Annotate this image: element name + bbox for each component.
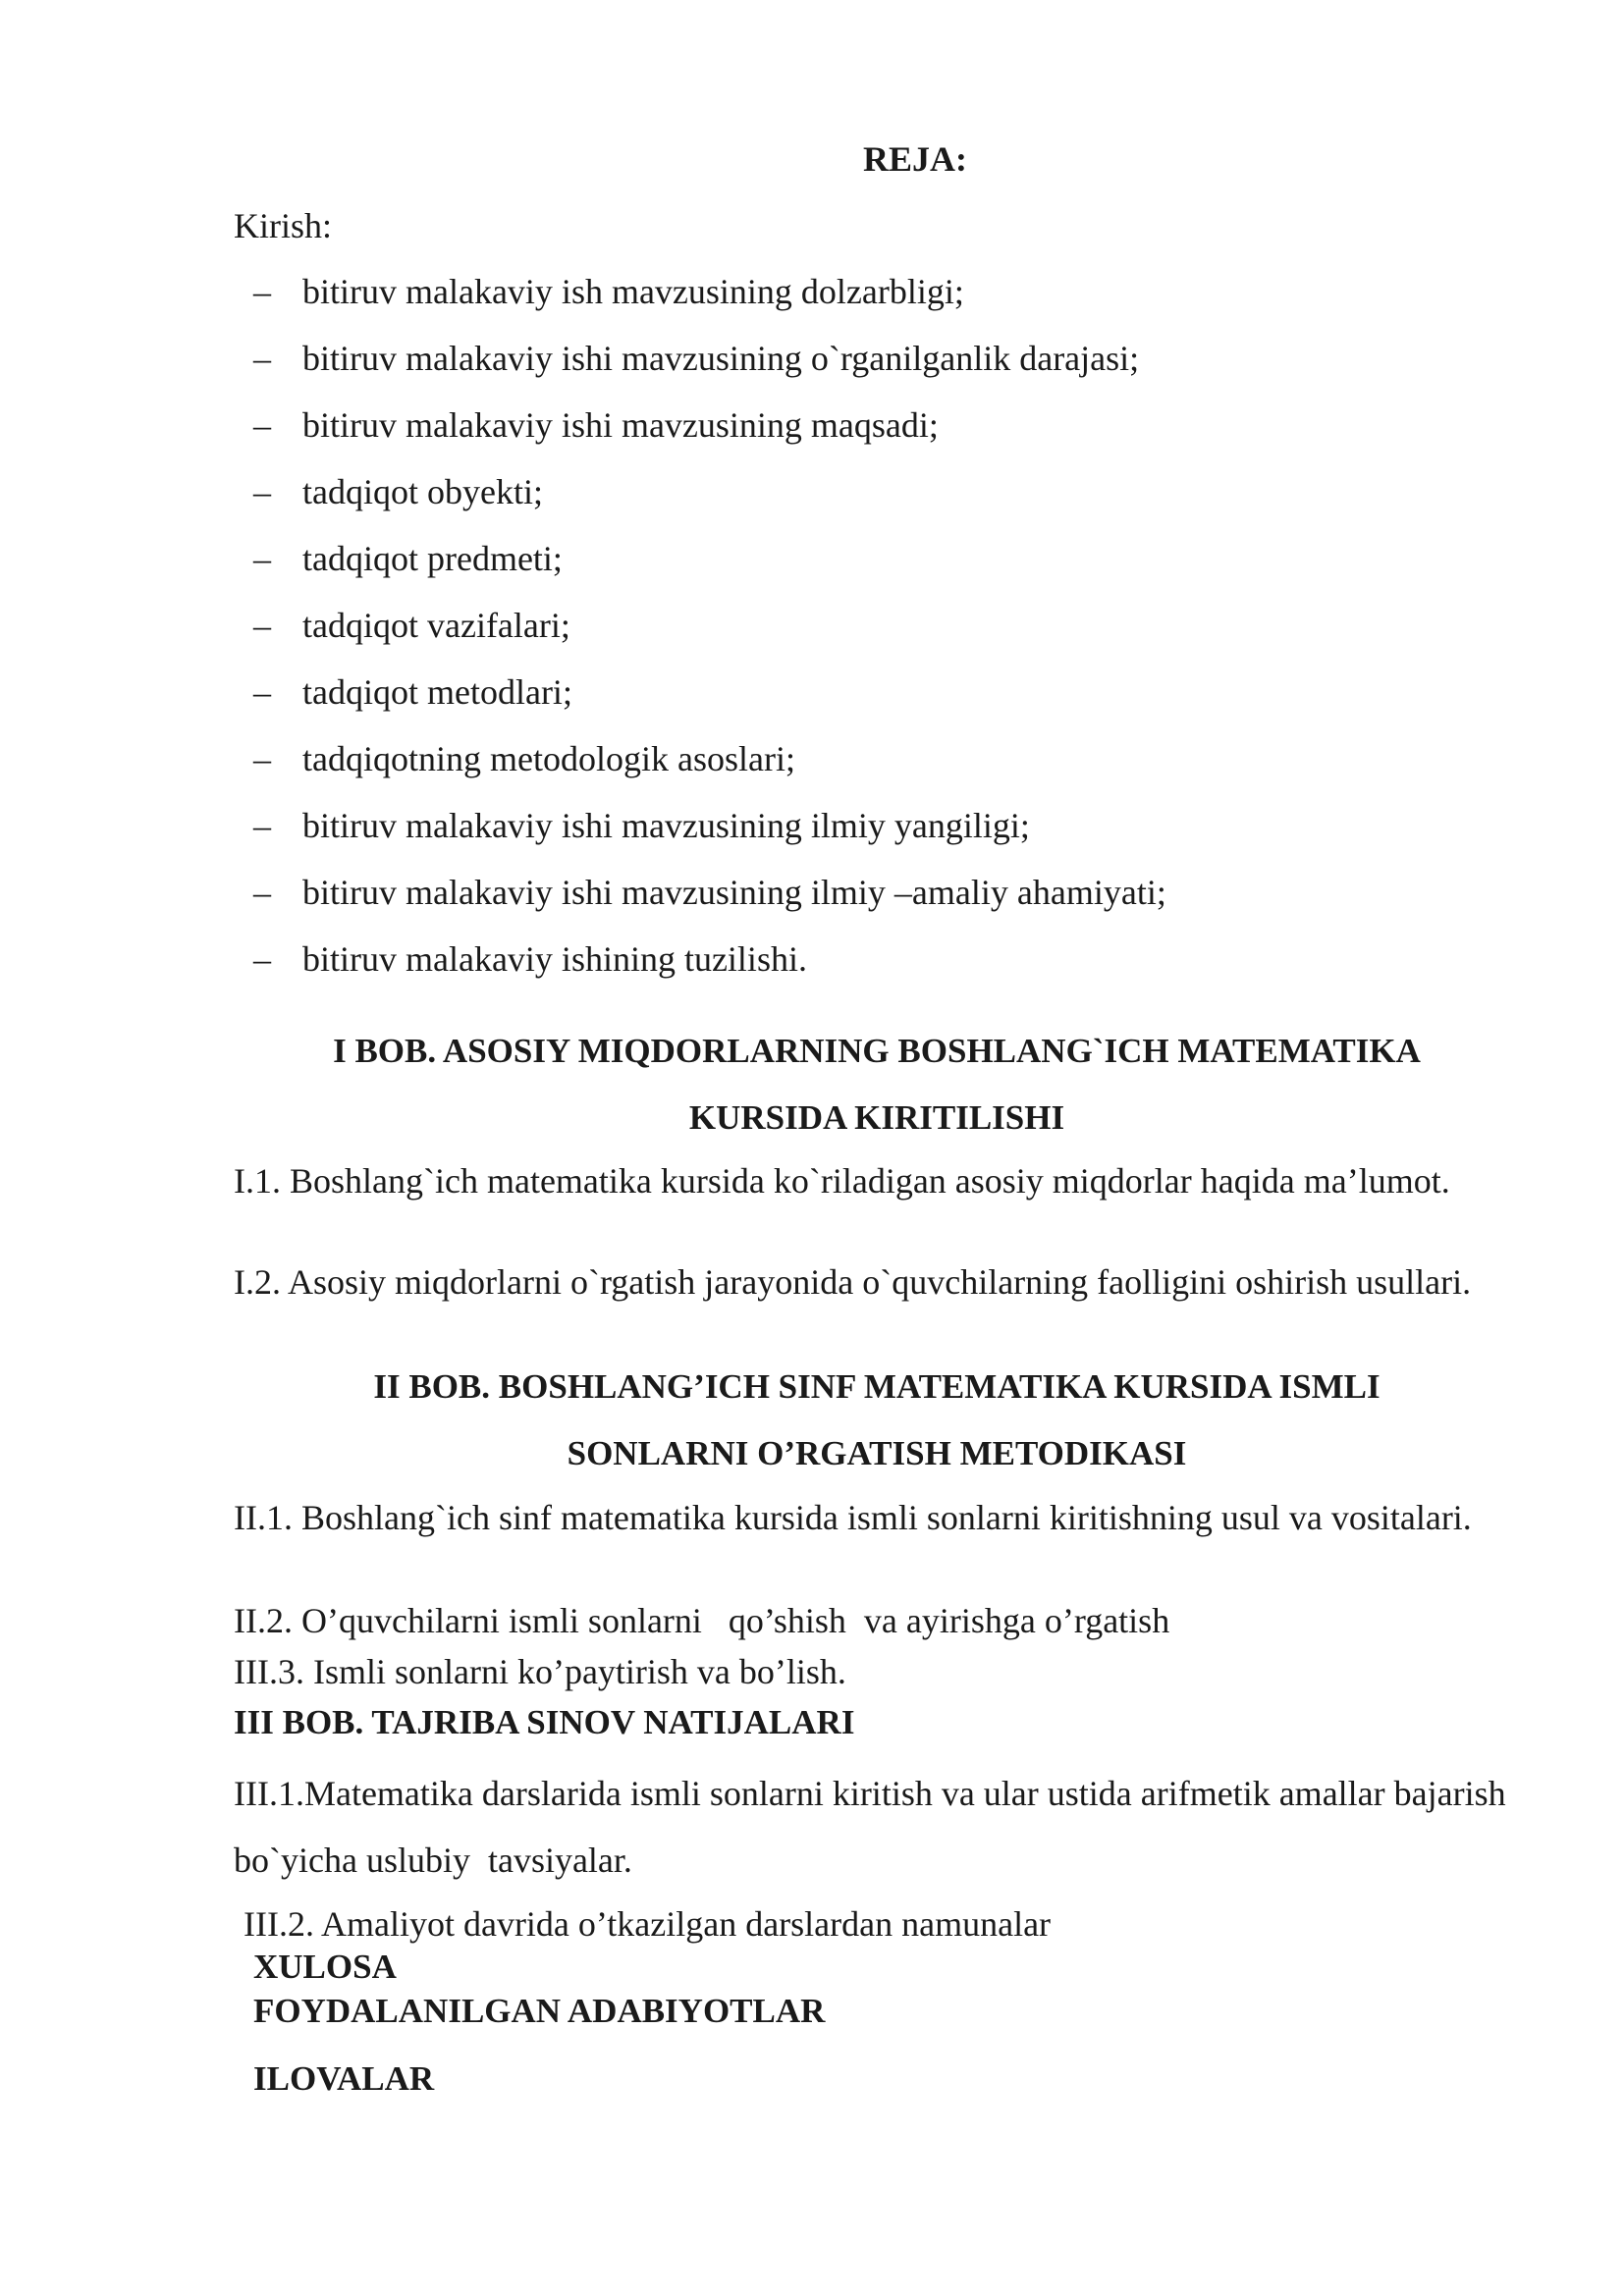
list-item [253, 404, 1166, 471]
section-2-3: III.3. Ismli sonlarni ko’paytirish va bo’lish. [234, 1652, 846, 1691]
list-item-text: bitiruv malakaviy ishi mavzusining ilmiy yangiligi; [302, 806, 1030, 845]
list-item-text: tadqiqot metodlari; [302, 672, 572, 712]
list-item-text: tadqiqot obyekti; [302, 472, 543, 511]
list-item-text: bitiruv malakaviy ish mavzusining dolzarbligi; [302, 272, 964, 311]
section-3-2: III.2. Amaliyot davrida o’tkazilgan darslardan namunalar [244, 1904, 1052, 1944]
list-item-text: tadqiqotning metodologik asoslari; [302, 739, 795, 778]
dash-marker: – [253, 606, 271, 645]
section-2-2: II.2. O’quvchilarni ismli sonlarni qo’shish va ayirishga o’rgatish [234, 1601, 1170, 1640]
chapter-3-heading: III BOB. TAJRIBA SINOV NATIJALARI [234, 1703, 855, 1741]
dash-marker: – [253, 672, 271, 712]
dash-marker: – [253, 873, 271, 912]
list-item [253, 671, 1166, 738]
dash-marker: – [253, 339, 271, 378]
chapter-1-line-2: KURSIDA KIRITILISHI [688, 1098, 1065, 1137]
list-item-text: tadqiqot vazifalari; [302, 606, 570, 645]
chapter-2-heading [234, 1354, 1520, 1487]
list-item [253, 938, 1166, 1005]
page-title: REJA: [863, 139, 967, 179]
dash-marker: – [253, 939, 271, 979]
chapter-1-line-1: I BOB. ASOSIY MIQDORLARNING BOSHLANG`ICH MATEMATIKA [333, 1032, 1421, 1070]
section-1-2: I.2. Asosiy miqdorlarni o`rgatish jarayonida o`quvchilarning faolligini oshirish usullari. [234, 1262, 1472, 1302]
dash-marker: – [253, 272, 271, 311]
list-item-text: bitiruv malakaviy ishi mavzusining o`rganilganlik darajasi; [302, 339, 1140, 378]
appendices-heading: ILOVALAR [253, 2059, 435, 2098]
list-item [253, 872, 1166, 938]
intro-heading: Kirish: [234, 206, 333, 245]
list-item [253, 605, 1166, 671]
conclusion-heading: XULOSA [253, 1948, 397, 1986]
dash-marker: – [253, 539, 271, 578]
section-1-1: I.1. Boshlang`ich matematika kursida ko`riladigan asosiy miqdorlar haqida ma’lumot. [234, 1161, 1450, 1201]
dash-marker: – [253, 806, 271, 845]
intro-list [253, 271, 1166, 1005]
chapter-1-heading [234, 1018, 1520, 1151]
dash-marker: – [253, 472, 271, 511]
dash-marker: – [253, 739, 271, 778]
list-item-text: bitiruv malakaviy ishi mavzusining ilmiy –amaliy ahamiyati; [302, 873, 1166, 912]
list-item [253, 338, 1166, 404]
list-item [253, 738, 1166, 805]
list-item [253, 471, 1166, 538]
chapter-2-line-2: SONLARNI O’RGATISH METODIKASI [567, 1434, 1187, 1472]
dash-marker: – [253, 405, 271, 445]
list-item-text: bitiruv malakaviy ishining tuzilishi. [302, 939, 807, 979]
section-3-1: III.1.Matematika darslarida ismli sonlarni kiritish va ular ustida arifmetik amallar bajarish bo`yicha uslubiy tavsiyalar. [234, 1774, 1515, 1880]
list-item [253, 805, 1166, 872]
list-item-text: bitiruv malakaviy ishi mavzusining maqsadi; [302, 405, 939, 445]
chapter-2-line-1: II BOB. BOSHLANG’ICH SINF MATEMATIKA KURSIDA ISMLI [373, 1367, 1380, 1406]
references-heading: FOYDALANILGAN ADABIYOTLAR [253, 1992, 826, 2030]
section-2-1: II.1. Boshlang`ich sinf matematika kursida ismli sonlarni kiritishning usul va vositalari. [234, 1498, 1472, 1537]
list-item [253, 538, 1166, 605]
list-item [253, 271, 1166, 338]
list-item-text: tadqiqot predmeti; [302, 539, 563, 578]
